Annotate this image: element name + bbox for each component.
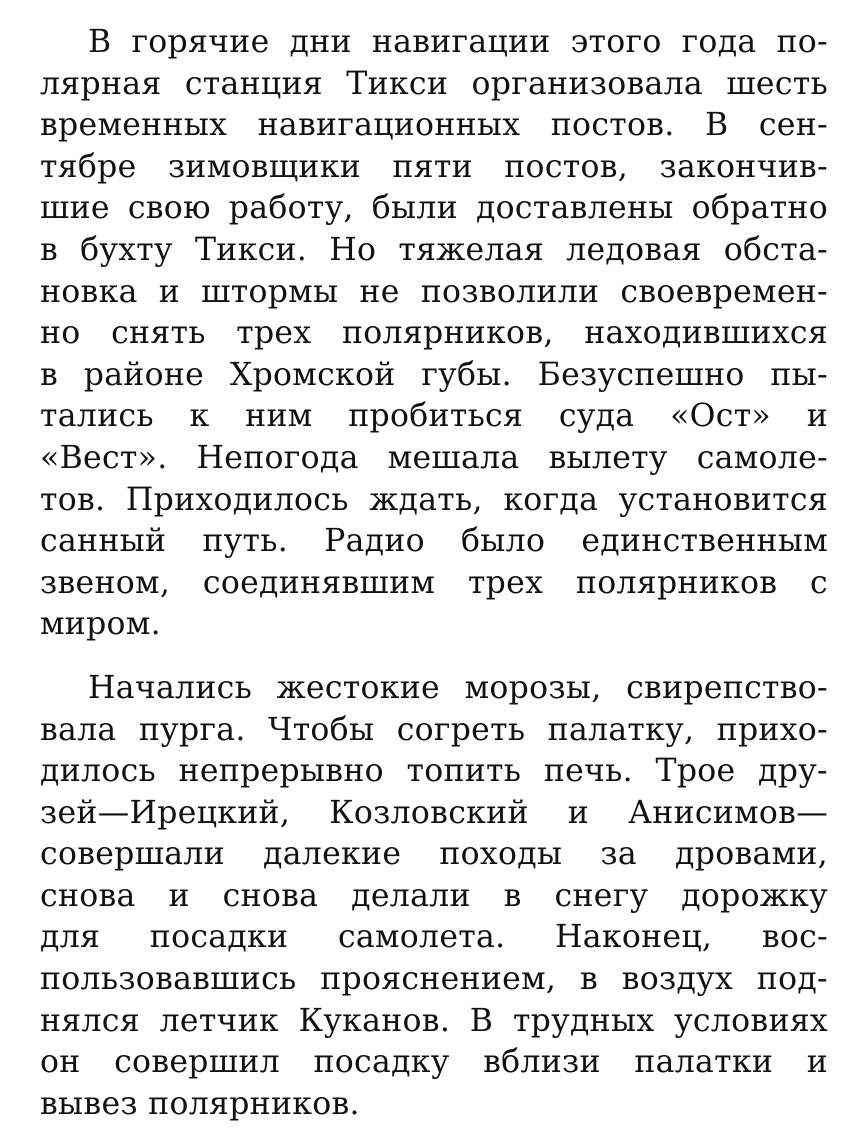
text-line: нялся летчик Куканов. В трудных условиях: [40, 1002, 828, 1039]
text-line: Начались жестокие морозы, свирепство-: [88, 669, 828, 706]
paragraph-1: [40, 22, 828, 646]
text-line: тябре зимовщики пяти постов, закончив-: [40, 148, 828, 185]
text-line: для посадки самолета. Наконец, вос-: [40, 919, 828, 956]
text-line: вала пурга. Чтобы согреть палатку, прихо-: [40, 711, 828, 748]
text-line: санный путь. Радио было единственным: [40, 523, 828, 560]
text-line: но снять трех полярников, находившихся: [40, 315, 828, 352]
paragraph-2: [40, 668, 828, 1126]
text-line: дилось непрерывно топить печь. Трое дру-: [40, 753, 828, 790]
text-line: шие свою работу, были доставлены обратно: [40, 190, 828, 227]
text-line: он совершил посадку вблизи палатки и: [40, 1044, 828, 1081]
text-line: В горячие дни навигации этого года по-: [88, 24, 828, 60]
text-line: совершали далекие походы за дровами,: [40, 836, 828, 873]
text-line: тались к ним пробиться суда «Ост» и: [40, 398, 828, 435]
text-line: вывез полярников.: [40, 1085, 360, 1122]
text-line: зей—Ирецкий, Козловский и Анисимов—: [40, 794, 828, 831]
text-line: новка и штормы не позволили своевремен-: [40, 273, 828, 310]
text-line: в районе Хромской губы. Безуспешно пы-: [40, 356, 828, 393]
text-line: снова и снова делали в снегу дорожку: [40, 877, 828, 914]
text-line: лярная станция Тикси организовала шесть: [40, 65, 828, 102]
text-line: «Вест». Непогода мешала вылету самоле-: [40, 439, 828, 476]
text-line: в бухту Тикси. Но тяжелая ледовая обста-: [40, 231, 828, 268]
text-line: временных навигационных постов. В сен-: [40, 107, 828, 144]
text-line: миром.: [40, 606, 161, 643]
text-line: пользовавшись прояснением, в воздух под-: [40, 961, 828, 998]
text-line: звеном, соединявшим трех полярников с: [40, 564, 828, 601]
text-line: тов. Приходилось ждать, когда установится: [40, 481, 828, 518]
